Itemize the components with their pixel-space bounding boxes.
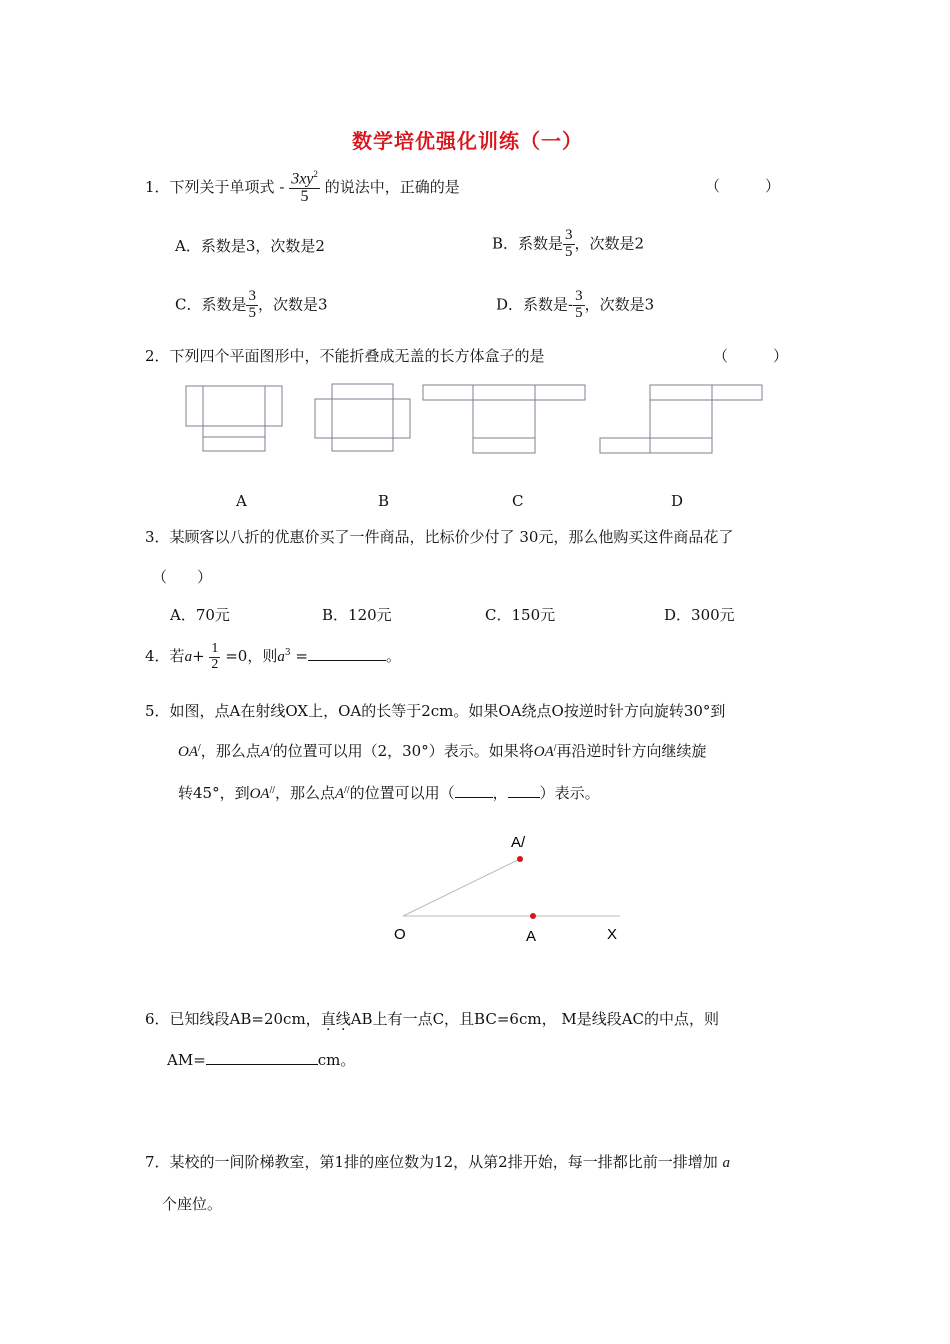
question-text: ，那么点 <box>200 742 261 760</box>
fraction-numerator: 3 <box>248 288 256 304</box>
fraction-denominator: 5 <box>575 304 583 321</box>
unit-text: cm。 <box>317 1051 356 1069</box>
label-x: X <box>607 926 618 943</box>
option-a[interactable]: A．系数是3，次数是2 <box>175 237 325 255</box>
question-text: 某顾客以八折的优惠价买了一件商品，比标价少付了 30元，那么他购买这件商品花了 <box>169 528 734 546</box>
question-text: ，则 <box>247 647 278 666</box>
question-number: 7． <box>145 1153 170 1171</box>
ray-rotation-figure <box>0 828 950 958</box>
question-7-line-2: 个座位。 <box>162 1195 223 1213</box>
fraction-numerator: 3 <box>565 227 573 243</box>
question-6-answer <box>167 1049 355 1070</box>
point-a-prime <box>517 856 523 862</box>
option-text: ，次数是3 <box>257 295 328 314</box>
net-label-c: C <box>512 492 524 510</box>
option-b[interactable] <box>492 228 644 261</box>
ray-oa-prime <box>403 859 520 916</box>
option-a[interactable]: A．70元 <box>170 606 230 624</box>
label-a-prime: A/ <box>511 834 526 851</box>
segment-label: OA <box>533 744 554 760</box>
point-label: A <box>335 786 345 802</box>
point-label: A <box>260 744 270 760</box>
question-number: 4． <box>145 647 170 666</box>
page-title: 数学培优强化训练（一） <box>352 129 583 153</box>
question-text: 如图，点A在射线OX上，OA的长等于2cm。如果OA绕点O按逆时针方向旋转30°到 <box>169 702 726 720</box>
question-text: 下列关于单项式 <box>169 177 275 196</box>
question-text: 转45°，到 <box>178 784 250 802</box>
question-text: AM= <box>167 1051 206 1069</box>
question-text: AB上有一点C，且BC=6cm， M是线段AC的中点，则 <box>350 1010 720 1028</box>
answer-paren[interactable]: （ ） <box>713 349 789 365</box>
label-o: O <box>394 926 406 943</box>
option-text: C．系数是 <box>175 295 247 314</box>
question-text: 。 <box>385 647 401 666</box>
point-a <box>530 913 536 919</box>
option-c[interactable] <box>175 289 328 322</box>
variable: a <box>722 1155 731 1171</box>
fraction-denominator: 5 <box>565 243 573 260</box>
question-number: 2． <box>145 347 170 365</box>
option-text: D．系数是 <box>496 295 569 314</box>
answer-blank-1[interactable] <box>455 783 493 798</box>
net-c <box>423 385 585 453</box>
question-4 <box>145 642 401 672</box>
net-label-a: A <box>236 492 247 510</box>
emphasis-char: 直 <box>320 1010 336 1028</box>
box-nets-figure <box>0 380 950 500</box>
fraction-numerator: 1 <box>211 641 219 656</box>
option-d[interactable]: D．300元 <box>664 606 735 624</box>
question-text: 下列四个平面图形中，不能折叠成无盖的长方体盒子的是 <box>169 347 545 365</box>
equals-sign: = <box>295 647 308 666</box>
question-3 <box>145 526 733 547</box>
question-5-line-2 <box>178 740 706 761</box>
net-b <box>315 384 410 451</box>
fraction-denominator: 2 <box>211 656 219 672</box>
question-number: 3． <box>145 528 170 546</box>
question-1 <box>145 170 460 206</box>
question-text: 的位置可以用（ <box>349 784 455 802</box>
option-text: ，次数是2 <box>574 234 645 253</box>
segment-label: OA <box>178 744 198 760</box>
variable: a <box>184 649 193 666</box>
net-a <box>186 386 282 451</box>
answer-paren[interactable]: （ ） <box>152 570 213 586</box>
option-c[interactable]: C．150元 <box>485 606 556 624</box>
emphasis-char: 线 <box>335 1010 351 1028</box>
question-5-line-3 <box>178 782 600 803</box>
fraction-numerator: 3 <box>575 288 583 304</box>
minus-sign: - <box>279 177 285 196</box>
fraction <box>289 170 320 206</box>
option-d[interactable] <box>496 289 654 322</box>
question-text: 的位置可以用（2，30°）表示。如果将 <box>272 742 534 760</box>
fraction <box>573 289 585 322</box>
question-text-tail: 的说法中，正确的是 <box>324 177 460 196</box>
question-text: 已知线段AB=20cm， <box>169 1010 321 1028</box>
prime-mark: // <box>344 785 350 794</box>
comma: ， <box>492 784 508 802</box>
prime-mark: / <box>198 743 201 752</box>
net-d <box>600 385 762 453</box>
fraction-denominator: 5 <box>248 304 256 321</box>
variable: a <box>277 649 285 666</box>
minus-sign: - <box>568 295 574 314</box>
answer-paren[interactable]: （ ） <box>705 179 781 195</box>
question-text: 若 <box>169 647 185 666</box>
prime-mark: // <box>269 785 275 794</box>
prime-mark: / <box>269 743 273 752</box>
plus-sign: + <box>192 647 205 666</box>
exponent: 2 <box>313 169 318 179</box>
fraction <box>246 289 258 322</box>
question-2 <box>145 345 545 366</box>
question-5-line-1 <box>145 700 725 721</box>
net-label-d: D <box>671 492 684 510</box>
net-label-b: B <box>378 492 390 510</box>
question-6 <box>145 1008 719 1029</box>
segment-label: OA <box>249 786 270 802</box>
question-number: 5． <box>145 702 170 720</box>
fraction <box>209 642 220 672</box>
fraction <box>563 228 575 261</box>
question-text: ，那么点 <box>274 784 335 802</box>
label-a: A <box>526 928 537 945</box>
equation-text: =0 <box>225 647 248 666</box>
answer-blank-2[interactable] <box>508 783 540 798</box>
question-number: 1． <box>145 177 170 196</box>
exponent: 3 <box>284 648 291 659</box>
option-text: B．系数是 <box>492 234 564 253</box>
answer-blank[interactable] <box>308 646 386 661</box>
fraction-denominator: 5 <box>300 188 309 206</box>
option-b[interactable]: B．120元 <box>322 606 392 624</box>
prime-mark: / <box>553 743 557 752</box>
option-text: ，次数是3 <box>584 295 655 314</box>
question-number: 6． <box>145 1010 170 1028</box>
question-text: 再沿逆时针方向继续旋 <box>556 742 707 760</box>
question-text: 某校的一间阶梯教室，第1排的座位数为12，从第2排开始，每一排都比前一排增加 <box>169 1153 718 1171</box>
answer-blank[interactable] <box>206 1050 318 1065</box>
question-7 <box>145 1151 730 1172</box>
fraction-numerator: 3xy <box>291 170 314 188</box>
question-text: ）表示。 <box>539 784 600 802</box>
